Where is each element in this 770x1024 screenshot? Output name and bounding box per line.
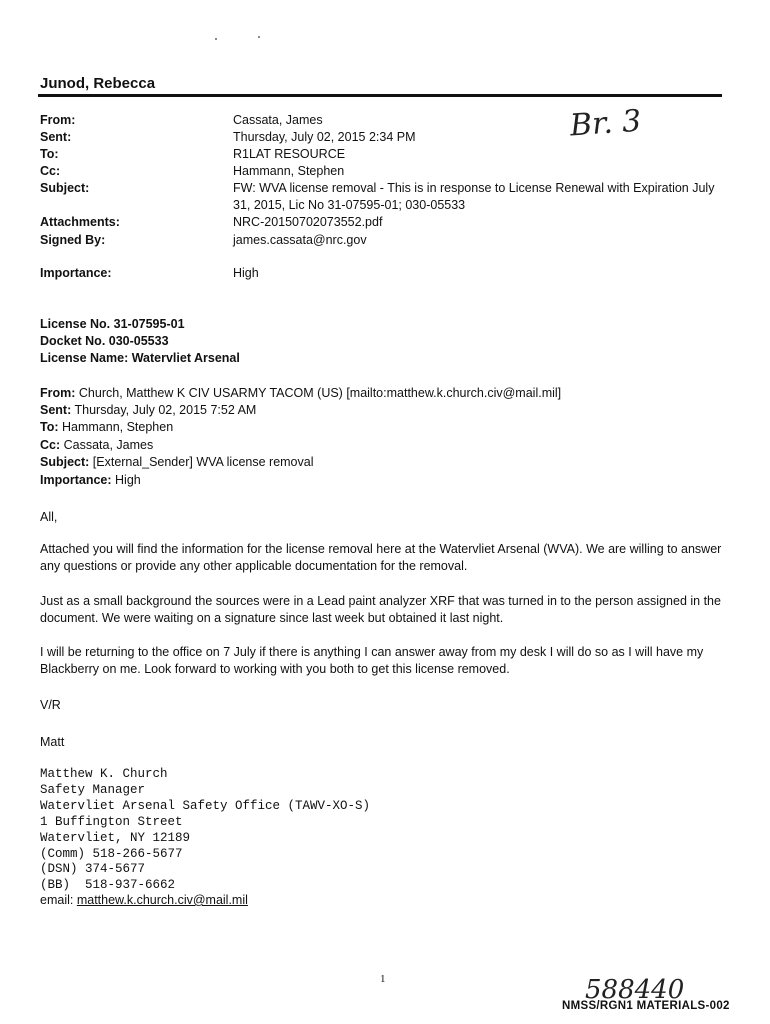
sent-label: Sent: [40,130,72,144]
signature-phone-bb: (BB) 518-937-6662 [40,878,176,892]
signature-street: 1 Buffington Street [40,815,183,829]
from-value: Cassata, James [233,113,323,127]
fwd-from-label: From: [40,386,76,400]
stamp-number: 588440 [585,975,685,1005]
fwd-cc-label: Cc: [40,438,61,452]
signed-by-label: Signed By: [40,233,106,247]
page-number: 1 [380,973,386,985]
fwd-subject-value: [External_Sender] WVA license removal [89,455,314,469]
to-value: R1LAT RESOURCE [233,147,346,161]
to-label: To: [40,147,59,161]
signature-name: Matthew K. Church [40,767,168,781]
email-link[interactable]: matthew.k.church.civ@mail.mil [76,893,248,907]
body-paragraph-3: I will be returning to the office on 7 July if there is anything I can answer away from my desk I will do so as I will have my Blackberry on me. Look forward to working with you both to get this license removed. [40,645,704,676]
fwd-cc-value: Cassata, James [60,438,154,452]
fwd-sent-line [40,403,256,417]
license-name: License Name: Watervliet Arsenal [40,351,240,365]
fwd-sent-value: Thursday, July 02, 2015 7:52 AM [71,403,257,417]
signed-by-value: james.cassata@nrc.gov [233,233,367,247]
scan-speck [258,36,260,38]
attachment-link[interactable]: NRC-20150702073552.pdf [233,215,383,229]
signature-city: Watervliet, NY 12189 [40,831,191,845]
fwd-subject-label: Subject: [40,455,90,469]
sender-name: Matt [40,735,65,749]
fwd-to-label: To: [40,420,59,434]
importance-value: High [233,266,259,280]
body-paragraph-1: Attached you will find the information for the license removal here at the Watervliet Arsenal (WVA). We are willing to answer any questions or provide any other applicable documentation for the removal. [40,542,722,573]
subject-value-line2: 31, 2015, Lic No 31-07595-01; 030-05533 [233,198,466,212]
title-rule [38,94,722,97]
fwd-to-line [40,420,173,434]
signature-email-line [40,893,248,907]
body-paragraph-2: Just as a small background the sources were in a Lead paint analyzer XRF that was turned in to the person assigned in the document. We were waiting on a signature since last week but obtained it last night. [40,594,721,625]
sent-value: Thursday, July 02, 2015 2:34 PM [233,130,416,144]
page-title: Junod, Rebecca [40,75,156,92]
attachments-label: Attachments: [40,215,120,229]
greeting: All, [40,510,58,524]
docket-number: Docket No. 030-05533 [40,334,169,348]
license-number: License No. 31-07595-01 [40,317,185,331]
subject-label: Subject: [40,181,90,195]
fwd-to-value: Hammann, Stephen [58,420,174,434]
from-label: From: [40,113,76,127]
email-label: email: [40,893,74,907]
cc-value: Hammann, Stephen [233,164,345,178]
signature-phone-dsn: (DSN) 374-5677 [40,862,146,876]
scan-speck [215,38,217,40]
cc-label: Cc: [40,164,61,178]
fwd-cc-line [40,438,153,452]
fwd-importance-value: High [111,473,141,487]
subject-value-line1: FW: WVA license removal - This is in response to License Renewal with Expiration July [233,181,715,195]
stamp-id: NMSS/RGN1 MATERIALS-002 [562,1000,730,1012]
handwritten-note: Br. 3 [568,103,643,144]
fwd-from-value: Church, Matthew K CIV USARMY TACOM (US) [mailto:matthew.k.church.civ@mail.mil] [75,386,562,400]
fwd-from-line [40,386,561,400]
signature-office: Watervliet Arsenal Safety Office (TAWV-XO-S) [40,799,371,813]
fwd-sent-label: Sent: [40,403,72,417]
fwd-importance-line [40,473,141,487]
signature-title: Safety Manager [40,783,146,797]
importance-label: Importance: [40,266,112,280]
fwd-importance-label: Importance: [40,473,112,487]
signature-phone-comm: (Comm) 518-266-5677 [40,847,183,861]
closing: V/R [40,698,61,712]
fwd-subject-line [40,455,314,469]
